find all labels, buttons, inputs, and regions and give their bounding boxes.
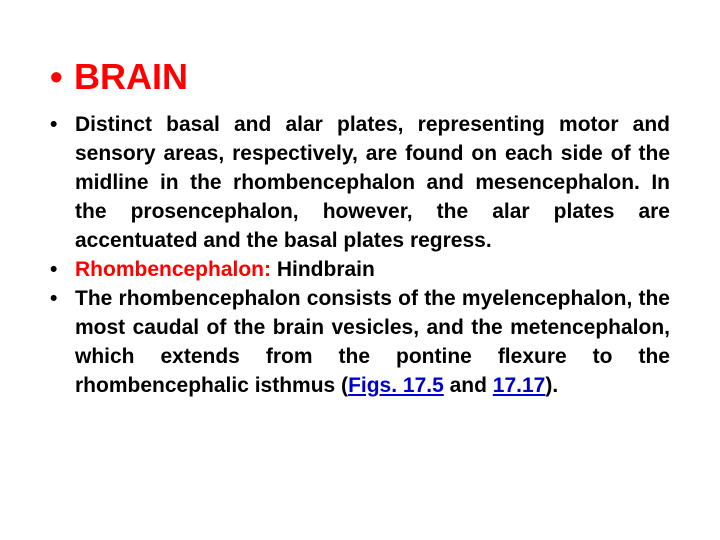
- bullet-marker: •: [50, 113, 58, 136]
- bullet-marker: •: [50, 258, 58, 281]
- bullet-text: Distinct basal and alar plates, representing motor and sensory areas, respectively, are found on each side of the midline in the rhombencephalon and mesencephalon. In the prosencephalon, however, the alar plates are accentuated and the basal plates regress.: [75, 113, 670, 252]
- bullet-marker: •: [50, 287, 58, 310]
- bullet-text-after: ).: [545, 374, 559, 397]
- title-bullet: •: [50, 56, 63, 97]
- figure-link-17-17[interactable]: 17.17: [492, 374, 546, 397]
- term-rhombencephalon: Rhombencephalon:: [75, 258, 272, 281]
- slide-title: [50, 55, 188, 99]
- term-definition: Hindbrain: [271, 258, 375, 281]
- bullet-item-plates: [50, 110, 670, 255]
- bullet-item-rhombencephalon: [50, 255, 670, 284]
- bullet-text-before: The rhombencephalon consists of the myelencephalon, the most caudal of the brain vesicles, and the metencephalon, which extends from the pontine flexure to the rhombencephalic isthmus (: [75, 287, 670, 397]
- figure-link-17-5[interactable]: Figs. 17.5: [348, 374, 444, 397]
- title-text: BRAIN: [74, 56, 188, 97]
- bullet-list: [50, 110, 670, 400]
- bullet-item-consists: [50, 284, 670, 400]
- bullet-text-middle: and: [443, 374, 493, 397]
